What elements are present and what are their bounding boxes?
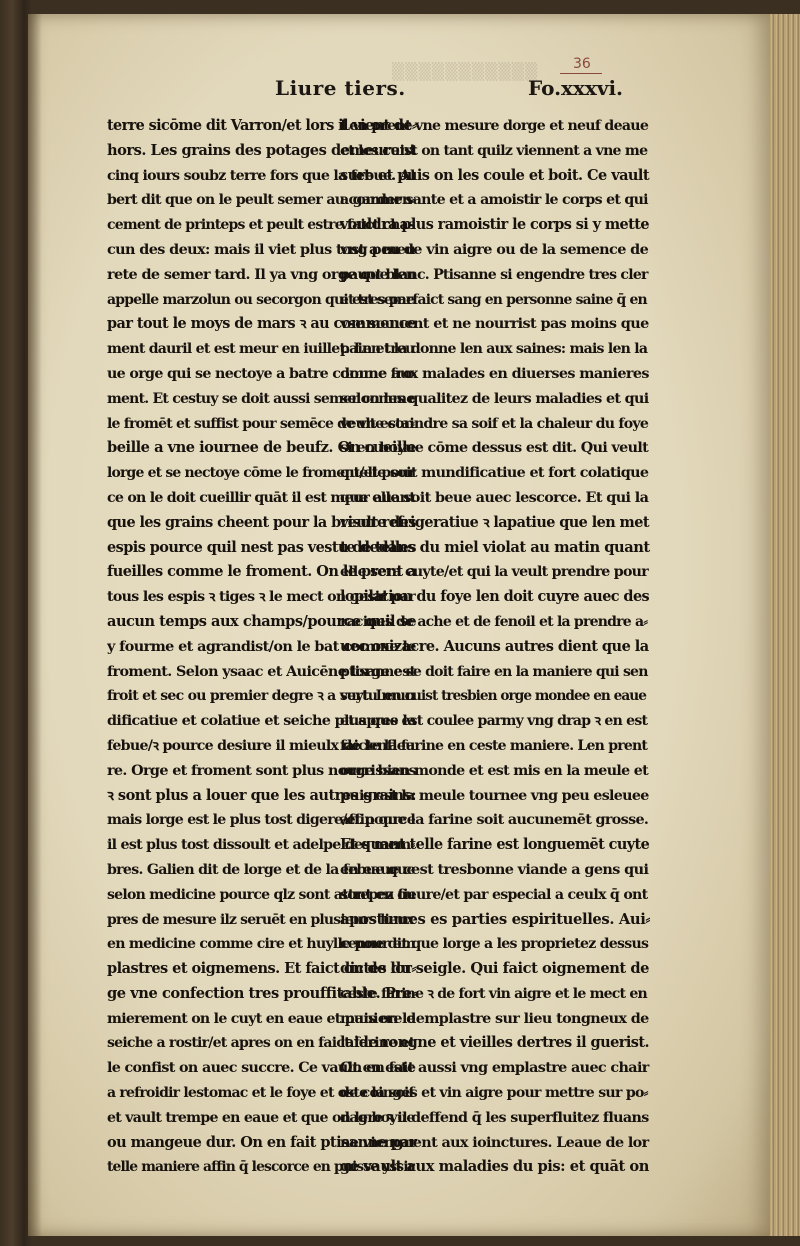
text-line: mierement on le cuyt en eaue et puis on le <box>107 1010 415 1027</box>
text-line: ment dauril et est meur en iuillet. Len treu <box>107 341 415 358</box>
text-line: ue orge qui se nectoye a batre comme fro⸗ <box>107 365 416 382</box>
text-line: racines de ache et de fenoil et la prendre a⸗ <box>340 613 648 630</box>
folio-number: Fo.xxxvi. <box>528 76 624 100</box>
text-line: telle maniere affin q̄ lescorce en puisse yssir <box>107 1159 415 1176</box>
text-line: Len prent vne mesure dorge et neuf deaue <box>340 118 649 134</box>
text-line: pres de mesure ilz seruēt en plusieurs lieux <box>107 911 414 928</box>
text-line: On en fait aussi vng emplastre auec chair <box>340 1060 649 1077</box>
text-line: si en boyue cōme dessus est dit. Qui veult <box>340 440 649 457</box>
text-line: selon medicine pource qlz sont attrepez ou <box>107 886 416 903</box>
show-through-text: ▒▒▒▒▒▒▒▒▒▒▒ <box>392 62 539 81</box>
text-line: puis est la meule tournee vng peu esleuee <box>340 787 649 804</box>
text-line: affin que la farine soit aucunemēt grosse. <box>340 812 649 829</box>
text-line: re. Orge et froment sont plus nourrissans <box>107 762 416 779</box>
right-text-column <box>340 114 650 1180</box>
text-line: ment. Et cestuy se doit aussi semer comme <box>107 390 415 407</box>
text-line: de coinges et vin aigre pour mettre sur po⸗ <box>340 1085 648 1102</box>
text-line: appelle marzolun ou secorgon qui est seme <box>107 291 415 308</box>
text-line: en medicine comme cire et huylle pour em <box>107 936 416 953</box>
text-line: en eaue cest tresbonne viande a gens qui <box>340 860 649 878</box>
text-line: dagre ꝛ il deffend q̄ les superfluitez fluans <box>340 1109 649 1126</box>
text-line: veult estaindre sa soif et la chaleur du foye <box>340 415 649 432</box>
text-line: uec oxizacre. Aucuns autres dient que la <box>340 637 649 655</box>
text-line: et tres parfaict sang en personne saine q̄ en <box>340 291 647 308</box>
handwritten-underline <box>560 73 602 74</box>
text-line: suyt. Len cuist tresbien orge mondee en eaue <box>340 688 646 705</box>
text-line: orge bien monde et est mis en la meule et <box>340 762 649 779</box>
text-line: pain et la donne len aux saines: mais len la <box>340 341 648 358</box>
text-line: a garder sante et a amoistir le corps et qui <box>340 192 648 209</box>
text-line: hors. Les grains des potages demeurent <box>107 141 416 159</box>
text-line: ꝛ sont plus a louer que les autres grains: <box>107 786 416 804</box>
text-line: lorge et se nectoye cōme le froment/et pour <box>107 465 415 482</box>
text-line: tous les espis ꝛ tiges ꝛ le mect on gesir par <box>107 589 416 606</box>
text-line: cinq iours soubz terre fors que la febue. Al <box>107 167 415 184</box>
text-line: et apres est coulee parmy vng drap ꝛ en est <box>340 713 648 730</box>
text-line: et les cuist on tant quilz viennent a vne me <box>340 142 648 159</box>
text-line: laide rongne et vieilles dertres il guerist. <box>340 1034 650 1052</box>
text-line: elle sera cuyte/et qui la veult prendre pour <box>340 564 648 581</box>
text-line: beille a vne iournee de beufz. On cueille <box>107 439 416 457</box>
text-line: faicte la farine en ceste maniere. Len prent <box>340 737 648 754</box>
text-line: te dedans du miel violat au matin quant <box>340 538 650 556</box>
text-line: ptisanne se doit faire en la maniere qui sen <box>340 663 648 680</box>
text-line: ceste farine ꝛ de fort vin aigre et le mect en <box>340 985 647 1002</box>
text-line: ne viengnent aux ioinctures. Leaue de lor <box>340 1134 649 1151</box>
binding-gutter <box>28 14 42 1236</box>
text-line: ge vne confection tres prouffitable. Pre⸗ <box>107 984 416 1002</box>
text-line: quelle soit mundificatiue et fort colatique <box>340 465 649 482</box>
text-line: sure et puis on les coule et boit. Ce vault <box>340 166 650 184</box>
text-line: plastres et oignemens. Et faict on de lor⸗ <box>107 960 416 978</box>
text-line: vouldra plus ramoistir le corps si y mette <box>340 216 649 234</box>
text-line: ou mangeue dur. On en fait ptisanne par <box>107 1133 417 1151</box>
text-line: que les grains cheent pour la brisure des <box>107 513 416 531</box>
text-line: mais lorge est le plus tost digere/et pource <box>107 812 416 829</box>
text-line: cement de printeps et peult estre faict chas <box>107 217 415 234</box>
text-line: que elle soit beue auec lescorce. Et qui la <box>340 488 649 506</box>
text-line: sont en fieure/et par especial a ceulx q̄ ont <box>340 886 648 903</box>
text-line: dictes du seigle. Qui faict oignement de <box>340 960 650 978</box>
text-line: vng peu de vin aigre ou de la semence de <box>340 240 649 258</box>
text-line: bert dit que on le peult semer au commen⸗ <box>107 192 416 209</box>
text-line: dificatiue et colatiue et seiche plus que la <box>107 713 416 730</box>
text-line: bres. Galien dit de lorge et de la febue que <box>107 861 415 878</box>
text-line: froit et sec ou premier degre ꝛ a vertu mun <box>107 688 415 705</box>
text-line: lopilation du foye len doit cuyre auec des <box>340 588 650 606</box>
text-line: cun des deux: mais il viet plus tost a meu <box>107 240 416 258</box>
text-line: veult refrigeratiue ꝛ lapatiue que len met <box>340 513 649 531</box>
text-line: ge vault aux maladies du pis: et quāt on <box>340 1158 649 1176</box>
text-line: Et quant telle farine est longuemēt cuyte <box>340 836 650 854</box>
text-line: ce on le doit cueillir quāt il est meur auant <box>107 489 416 506</box>
text-line: froment. Selon ysaac et Auicēne lorge est <box>107 663 416 680</box>
text-line: espis pource quil nest pas vestu de telles <box>107 538 416 556</box>
text-line: maniere demplastre sur lieu tongneux de <box>340 1010 649 1027</box>
text-line: aucun temps aux champs/pource quil se <box>107 612 417 630</box>
text-line: donne aux malades en diuerses manieres <box>340 364 649 382</box>
running-header: Liure tiers. <box>275 76 406 100</box>
text-line: vse souuent et ne nourrist pas moins que <box>340 315 649 333</box>
text-line: rete de semer tard. Il ya vng orge que len <box>107 265 416 283</box>
text-line: seiche a rostir/et apres on en faict farine et <box>107 1035 415 1052</box>
text-line: le fromēt et suffist pour semēce de vne cor⸗ <box>107 415 415 432</box>
text-line: apostumes es parties espirituelles. Aui⸗ <box>340 910 650 928</box>
text-line: le confist on auec succre. Ce vault en este <box>107 1060 416 1077</box>
text-line: a refroidir lestomac et le foye et oste la soif <box>107 1085 414 1102</box>
text-line: febue/ꝛ pource desiure il mieulx de lenfleu <box>107 737 415 754</box>
text-line: fueilles comme le froment. On le prent a <box>107 563 417 581</box>
text-line: il est plus tost dissoult et adelpe des mem⸗ <box>107 837 415 854</box>
text-line: y fourme et agrandist/on le bat comme le <box>107 637 416 655</box>
text-line: terre sicōme dit Varron/et lors il vient de⸗ <box>107 117 417 134</box>
text-line: selon les qualitez de leurs maladies et qui <box>340 390 649 407</box>
text-line: par tout le moys de mars ꝛ au commence <box>107 315 416 333</box>
page-edges <box>770 14 800 1236</box>
text-line: pauot blanc. Ptisanne si engendre tres cler <box>340 266 648 283</box>
text-line: et vault trempe en eaue et que on le boyue <box>107 1109 415 1126</box>
handwritten-page-number: 36 <box>573 56 591 72</box>
text-line: cenne dit que lorge a les proprietez dessus <box>340 936 649 953</box>
